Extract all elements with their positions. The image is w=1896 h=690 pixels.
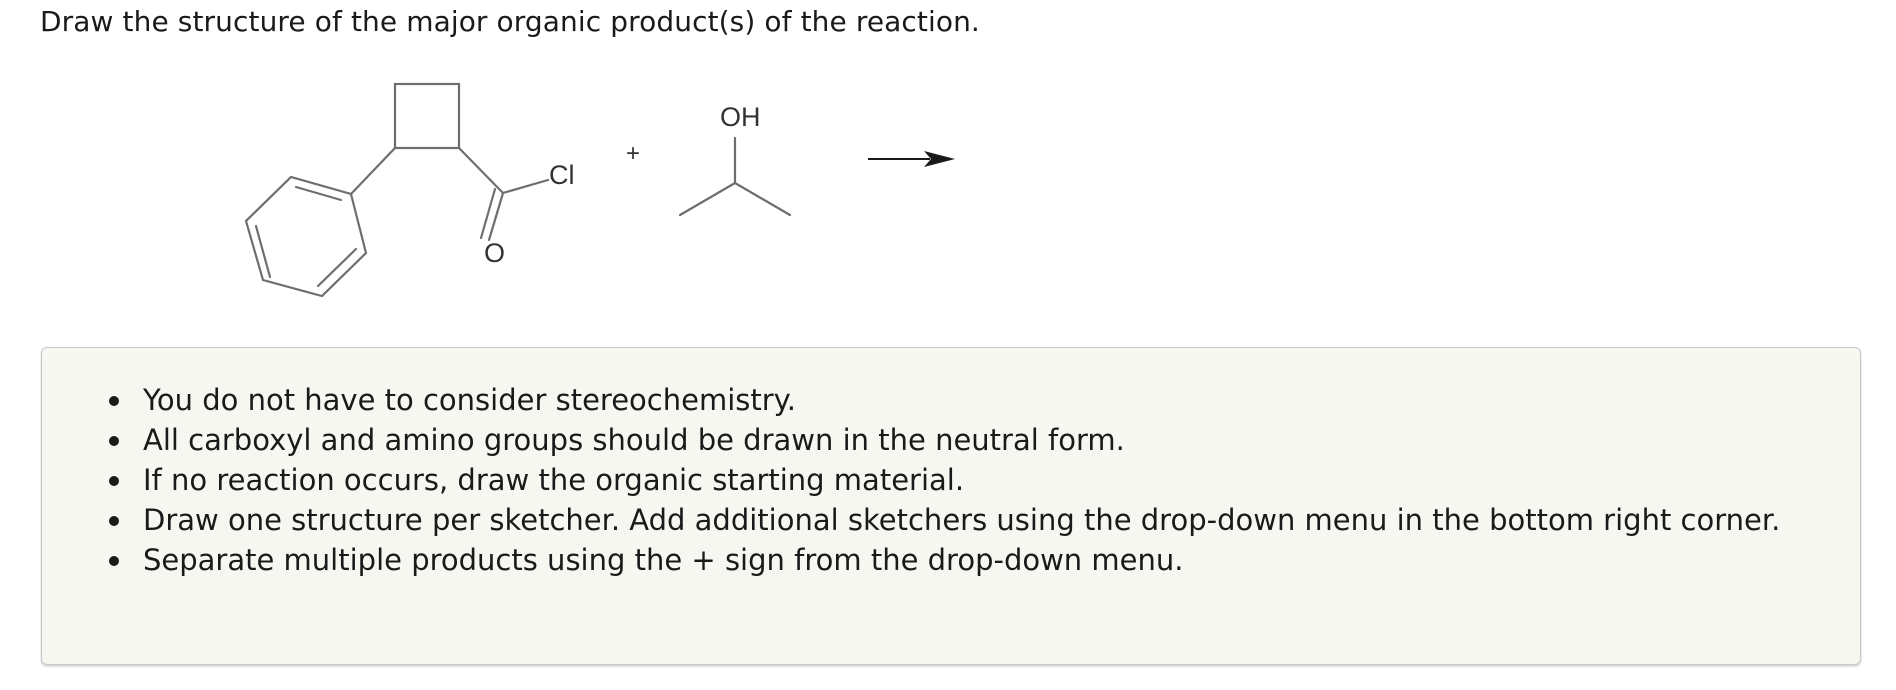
instruction-text: Draw one structure per sketcher. Add additional sketchers using the drop-down menu in the bottom right corner.	[143, 503, 1781, 537]
bullet-icon	[109, 396, 119, 406]
chlorine-label: Cl	[549, 160, 575, 190]
instruction-item	[101, 420, 1781, 460]
instructions-list	[101, 380, 1781, 580]
reaction-arrow	[868, 151, 955, 167]
question-prompt: Draw the structure of the major organic product(s) of the reaction.	[40, 5, 980, 38]
bullet-icon	[109, 436, 119, 446]
instruction-text: All carboxyl and amino groups should be drawn in the neutral form.	[143, 423, 1125, 457]
methyl-bond	[680, 183, 735, 215]
benzene-double-bond	[256, 226, 270, 277]
reactant-isopropanol	[680, 138, 790, 215]
instruction-text: Separate multiple products using the + sign from the drop-down menu.	[143, 543, 1184, 577]
instruction-item	[101, 500, 1781, 540]
instruction-item	[101, 540, 1781, 580]
bullet-icon	[109, 556, 119, 566]
benzene-ring	[246, 177, 366, 296]
instruction-text: If no reaction occurs, draw the organic starting material.	[143, 463, 965, 497]
cyclobutane-ring	[395, 84, 459, 148]
carbon-chlorine-bond	[503, 180, 548, 193]
phenyl-bond	[351, 148, 395, 194]
instruction-text: You do not have to consider stereochemistry.	[143, 383, 796, 417]
bullet-icon	[109, 516, 119, 526]
carbonyl-bond	[459, 148, 503, 193]
bullet-icon	[109, 476, 119, 486]
plus-sign: +	[626, 140, 641, 167]
reaction-scheme	[0, 0, 1896, 330]
instruction-item	[101, 460, 1781, 500]
hydroxyl-label: OH	[720, 102, 761, 132]
methyl-bond	[735, 183, 790, 215]
instruction-item	[101, 380, 1781, 420]
carbonyl-oxygen-label: O	[484, 238, 506, 268]
